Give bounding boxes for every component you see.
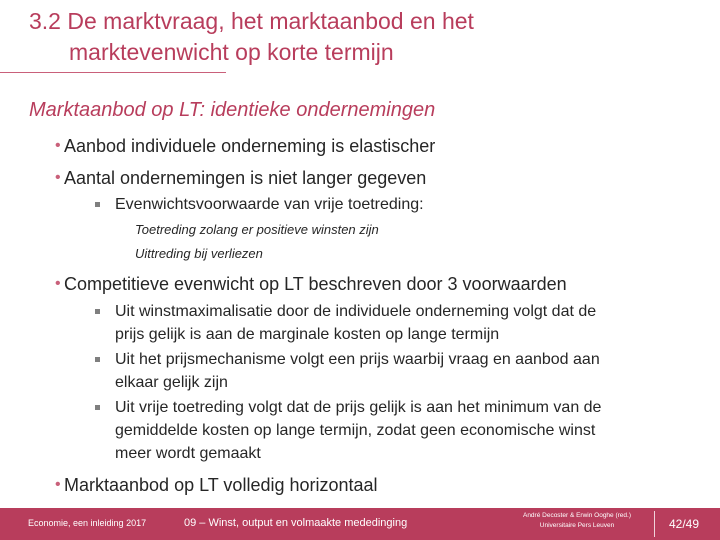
bullet-text: Competitieve evenwicht op LT beschreven door 3 voorwaarden xyxy=(64,274,567,294)
title-line-2: marktevenwicht op korte termijn xyxy=(69,39,394,65)
footer-chapter: 09 – Winst, output en volmaakte mededinging xyxy=(184,517,408,529)
condition-line: meer wordt gemaakt xyxy=(115,445,261,462)
note-line: Uittreding bij verliezen xyxy=(135,246,263,261)
bullet-item xyxy=(55,475,378,496)
square-bullet-icon xyxy=(95,405,100,410)
condition-line: Uit winstmaximalisatie door de individuele onderneming volgt dat de xyxy=(115,303,597,320)
bullet-text: Aantal ondernemingen is niet langer gegeven xyxy=(64,168,427,188)
slide-title xyxy=(29,6,589,68)
bullet-item xyxy=(55,274,567,295)
footer-publisher-line: Universitaire Pers Leuven xyxy=(539,522,615,529)
condition-line: Uit het prijsmechanisme volgt een prijs waarbij vraag en aanbod aan xyxy=(115,351,600,368)
sub-bullet-item xyxy=(115,193,690,216)
footer-book-title: Economie, een inleiding 2017 xyxy=(28,518,147,528)
footer-authors xyxy=(502,511,652,531)
section-subheading: Marktaanbod op LT: identieke ondernemingen xyxy=(29,99,436,121)
condition-line: gemiddelde kosten op lange termijn, zodat geen economische winst xyxy=(115,422,596,439)
slide-footer xyxy=(0,508,720,540)
square-bullet-icon xyxy=(95,202,100,207)
condition-line: prijs gelijk is aan de marginale kosten op lange termijn xyxy=(115,326,500,343)
bullet-dot-icon: • xyxy=(55,137,61,154)
sub-bullet-text: Evenwichtsvoorwaarde van vrije toetreding: xyxy=(115,196,424,213)
bullet-text: Aanbod individuele onderneming is elastischer xyxy=(64,136,436,156)
condition-item xyxy=(115,348,690,394)
condition-line: elkaar gelijk zijn xyxy=(115,374,228,391)
page-number: 42/49 xyxy=(669,517,700,531)
condition-item xyxy=(115,300,690,346)
footer-divider xyxy=(654,511,655,537)
bullet-dot-icon: • xyxy=(55,169,61,186)
bullet-dot-icon: • xyxy=(55,476,61,493)
square-bullet-icon xyxy=(95,309,100,314)
note-line: Toetreding zolang er positieve winsten zijn xyxy=(135,222,379,237)
bullet-text: Marktaanbod op LT volledig horizontaal xyxy=(64,475,378,495)
bullet-item xyxy=(55,168,427,189)
condition-item xyxy=(115,396,690,465)
condition-line: Uit vrije toetreding volgt dat de prijs gelijk is aan het minimum van de xyxy=(115,399,602,416)
bullet-dot-icon: • xyxy=(55,275,61,292)
title-line-1: 3.2 De marktvraag, het marktaanbod en het xyxy=(29,8,474,34)
title-underline xyxy=(0,72,226,73)
square-bullet-icon xyxy=(95,357,100,362)
bullet-item xyxy=(55,136,436,157)
footer-authors-line: André Decoster & Erwin Ooghe (red.) xyxy=(522,512,632,519)
